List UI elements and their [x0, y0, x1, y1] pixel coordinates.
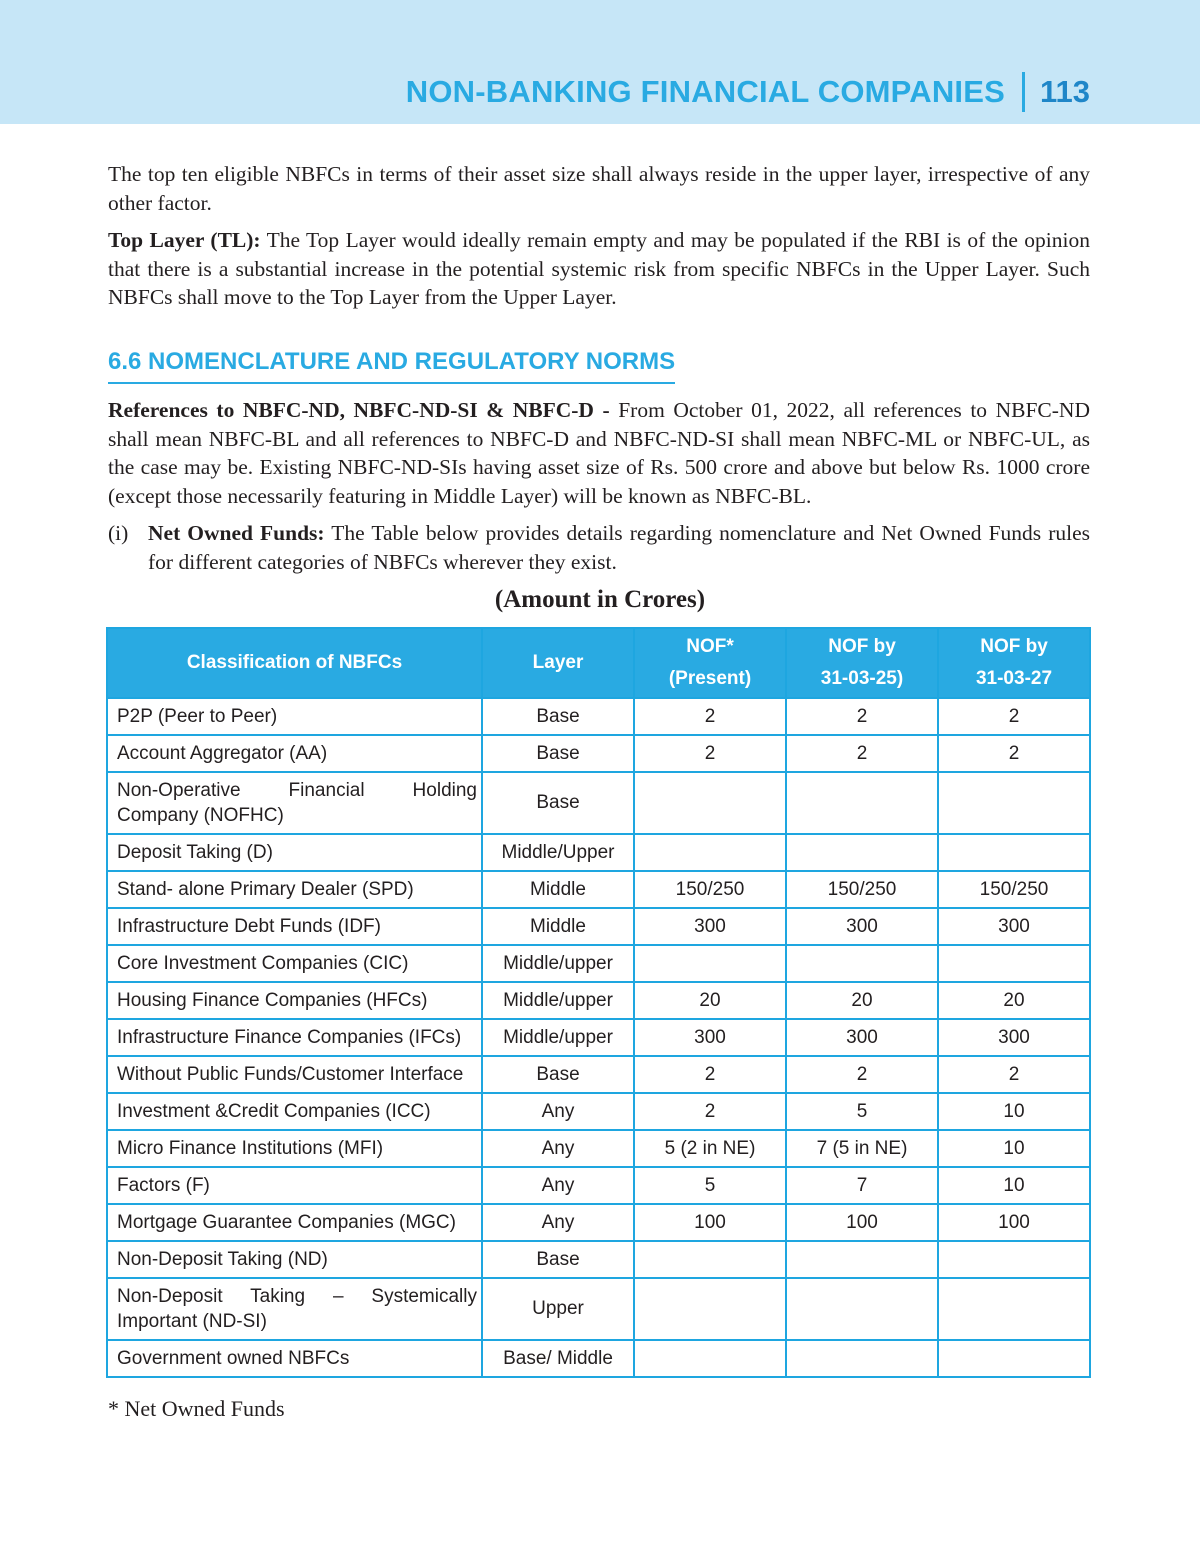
- table-row: [107, 908, 1090, 945]
- cell-nof-2025: 7 (5 in NE): [786, 1130, 938, 1167]
- cell-classification: Account Aggregator (AA): [107, 735, 482, 772]
- table-row: [107, 834, 1090, 871]
- cell-classification: Deposit Taking (D): [107, 834, 482, 871]
- paragraph-top-layer: [108, 226, 1090, 312]
- header-classification: Classification of NBFCs: [107, 628, 482, 698]
- cell-nof-2027: [938, 1278, 1090, 1340]
- cell-classification: Micro Finance Institutions (MFI): [107, 1130, 482, 1167]
- cell-nof-2025: 2: [786, 1056, 938, 1093]
- cell-layer: Middle/upper: [482, 945, 634, 982]
- cell-classification: Non-Deposit Taking (ND): [107, 1241, 482, 1278]
- cell-nof-2027: [938, 834, 1090, 871]
- table-header-row: [107, 628, 1090, 698]
- cell-nof-2025: 100: [786, 1204, 938, 1241]
- cell-nof-2027: 10: [938, 1130, 1090, 1167]
- header-line: NOF by: [828, 636, 896, 657]
- cell-classification: Stand- alone Primary Dealer (SPD): [107, 871, 482, 908]
- paragraph-lead: Top Layer (TL):: [108, 228, 261, 252]
- cell-nof-present: 300: [634, 908, 786, 945]
- table-row: [107, 1093, 1090, 1130]
- cell-nof-2027: 300: [938, 908, 1090, 945]
- cell-nof-present: [634, 945, 786, 982]
- cell-nof-2025: 300: [786, 908, 938, 945]
- paragraph-lead: References to NBFC-ND, NBFC-ND-SI & NBFC-D -: [108, 398, 610, 422]
- cell-layer: Base/ Middle: [482, 1340, 634, 1377]
- cell-layer: Any: [482, 1093, 634, 1130]
- cell-nof-2027: 2: [938, 735, 1090, 772]
- running-header: [406, 72, 1090, 112]
- cell-layer: Base: [482, 772, 634, 834]
- cell-nof-present: [634, 772, 786, 834]
- cell-layer: Middle/Upper: [482, 834, 634, 871]
- table-row: [107, 945, 1090, 982]
- cell-nof-2027: 100: [938, 1204, 1090, 1241]
- cell-nof-2027: 10: [938, 1093, 1090, 1130]
- cell-layer: Any: [482, 1130, 634, 1167]
- cell-layer: Base: [482, 1056, 634, 1093]
- table-footnote: * Net Owned Funds: [108, 1396, 285, 1421]
- paragraph-body: The Top Layer would ideally remain empty and may be populated if the RBI is of the opinion that there is a substantial increase in the potential systemic risk from specific NBFCs in the Upper Layer. Such NBFCs shall move to the Top Layer from the Upper Layer.: [108, 228, 1090, 309]
- cell-classification: Non-Operative Financial Holding Company (NOFHC): [107, 772, 482, 834]
- cell-classification: Without Public Funds/Customer Interface: [107, 1056, 482, 1093]
- cell-nof-2027: 2: [938, 698, 1090, 735]
- header-line: (Present): [668, 668, 752, 689]
- list-item-text: [148, 519, 1090, 576]
- header-line: NOF*: [686, 636, 734, 657]
- table-row: [107, 698, 1090, 735]
- cell-nof-2025: [786, 945, 938, 982]
- cell-nof-present: 2: [634, 698, 786, 735]
- cell-nof-2027: [938, 772, 1090, 834]
- table-row: [107, 1241, 1090, 1278]
- cell-layer: Middle: [482, 908, 634, 945]
- paragraph-text: [108, 226, 1090, 312]
- section-heading: 6.6 NOMENCLATURE AND REGULATORY NORMS: [108, 348, 675, 384]
- cell-nof-present: [634, 1340, 786, 1377]
- cell-layer: Any: [482, 1204, 634, 1241]
- cell-nof-2025: 7: [786, 1167, 938, 1204]
- table-caption: (Amount in Crores): [494, 586, 706, 613]
- cell-nof-2025: 2: [786, 698, 938, 735]
- cell-nof-2027: [938, 1241, 1090, 1278]
- header-nof-2027: [938, 628, 1090, 698]
- cell-classification: Housing Finance Companies (HFCs): [107, 982, 482, 1019]
- header-layer: Layer: [482, 628, 634, 698]
- header-nof-2025: [786, 628, 938, 698]
- cell-layer: Base: [482, 698, 634, 735]
- paragraph-top-ten: [108, 160, 1090, 217]
- cell-layer: Middle/upper: [482, 1019, 634, 1056]
- running-head: NON-BANKING FINANCIAL COMPANIES: [405, 74, 1005, 109]
- cell-classification: Infrastructure Debt Funds (IDF): [107, 908, 482, 945]
- cell-nof-2025: 300: [786, 1019, 938, 1056]
- cell-nof-2027: 20: [938, 982, 1090, 1019]
- cell-nof-present: 20: [634, 982, 786, 1019]
- header-line: 31-03-25): [820, 668, 904, 689]
- cell-nof-2025: [786, 772, 938, 834]
- paragraph-text: [108, 396, 1090, 510]
- cell-nof-2027: [938, 945, 1090, 982]
- list-item-body: The Table below provides details regarding nomenclature and Net Owned Funds rules for different categories of NBFCs wherever they exist.: [148, 521, 1091, 574]
- cell-nof-present: 100: [634, 1204, 786, 1241]
- cell-nof-present: 2: [634, 1093, 786, 1130]
- cell-nof-2025: [786, 1241, 938, 1278]
- cell-nof-present: 5: [634, 1167, 786, 1204]
- list-item-net-owned-funds: [108, 519, 1090, 576]
- paragraph-body: From October 01, 2022, all references to NBFC-ND shall mean NBFC-BL and all references to NBFC-D and NBFC-ND-SI shall mean NBFC-ML or NBFC-UL, as the case may be. Existing NBFC-ND-SIs having asset size of Rs. 500 crore and above but below Rs. 1000 crore (except those necessarily featuring in Middle Layer) will be known as NBFC-BL.: [108, 398, 1090, 508]
- page-number: 113: [1039, 74, 1090, 109]
- cell-nof-2027: [938, 1340, 1090, 1377]
- table-row: [107, 735, 1090, 772]
- list-item-lead: Net Owned Funds:: [148, 521, 325, 545]
- table-row: [107, 772, 1090, 834]
- cell-nof-2025: [786, 1278, 938, 1340]
- cell-layer: Base: [482, 1241, 634, 1278]
- cell-nof-2025: 2: [786, 735, 938, 772]
- cell-nof-2025: 5: [786, 1093, 938, 1130]
- cell-classification: Non-Deposit Taking – Systemically Important (ND-SI): [107, 1278, 482, 1340]
- cell-layer: Base: [482, 735, 634, 772]
- paragraph-references: [108, 396, 1090, 510]
- cell-nof-present: [634, 1278, 786, 1340]
- table-row: [107, 1278, 1090, 1340]
- header-nof-present: [634, 628, 786, 698]
- cell-classification: Investment &Credit Companies (ICC): [107, 1093, 482, 1130]
- cell-nof-present: 5 (2 in NE): [634, 1130, 786, 1167]
- cell-nof-2025: 150/250: [786, 871, 938, 908]
- table-row: [107, 1019, 1090, 1056]
- cell-nof-2027: 2: [938, 1056, 1090, 1093]
- table-row: [107, 1130, 1090, 1167]
- paragraph-text: The top ten eligible NBFCs in terms of their asset size shall always reside in the upper layer, irrespective of any other factor.: [108, 162, 1090, 215]
- cell-nof-2027: 300: [938, 1019, 1090, 1056]
- table-row: [107, 1056, 1090, 1093]
- cell-nof-2027: 150/250: [938, 871, 1090, 908]
- cell-classification: P2P (Peer to Peer): [107, 698, 482, 735]
- cell-layer: Upper: [482, 1278, 634, 1340]
- table-row: [107, 871, 1090, 908]
- cell-classification: Mortgage Guarantee Companies (MGC): [107, 1204, 482, 1241]
- cell-nof-2025: 20: [786, 982, 938, 1019]
- nof-table: [106, 627, 1091, 1378]
- header-line: NOF by: [980, 636, 1048, 657]
- cell-nof-2025: [786, 834, 938, 871]
- cell-nof-2027: 10: [938, 1167, 1090, 1204]
- cell-classification: Government owned NBFCs: [107, 1340, 482, 1377]
- cell-nof-present: [634, 834, 786, 871]
- table-row: [107, 1204, 1090, 1241]
- header-divider: [1022, 72, 1025, 112]
- cell-classification: Factors (F): [107, 1167, 482, 1204]
- cell-nof-present: [634, 1241, 786, 1278]
- cell-nof-present: 150/250: [634, 871, 786, 908]
- table-row: [107, 982, 1090, 1019]
- cell-classification: Core Investment Companies (CIC): [107, 945, 482, 982]
- cell-nof-present: 2: [634, 735, 786, 772]
- cell-classification: Infrastructure Finance Companies (IFCs): [107, 1019, 482, 1056]
- header-line: 31-03-27: [975, 668, 1053, 689]
- table-body: [107, 698, 1090, 1377]
- table-row: [107, 1167, 1090, 1204]
- list-item-number: (i): [108, 521, 129, 545]
- cell-nof-present: 2: [634, 1056, 786, 1093]
- cell-nof-present: 300: [634, 1019, 786, 1056]
- table-row: [107, 1340, 1090, 1377]
- cell-nof-2025: [786, 1340, 938, 1377]
- cell-layer: Any: [482, 1167, 634, 1204]
- cell-layer: Middle/upper: [482, 982, 634, 1019]
- cell-layer: Middle: [482, 871, 634, 908]
